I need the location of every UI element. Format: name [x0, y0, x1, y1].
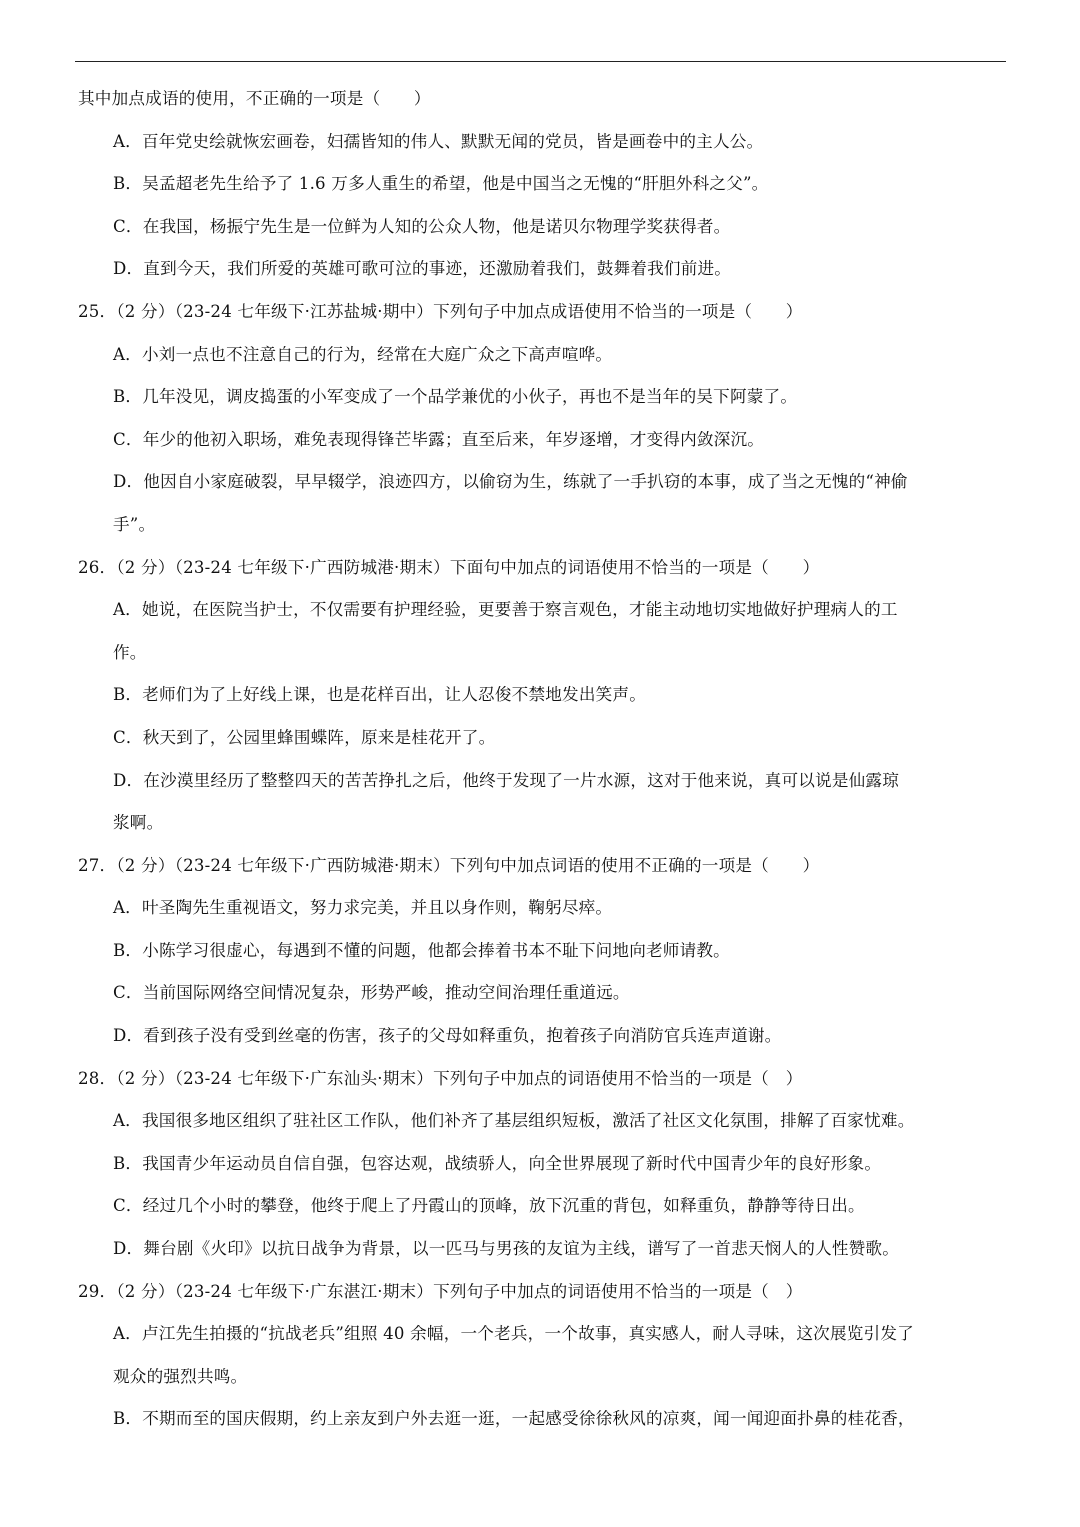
option-d: D．他因自小家庭破裂，早早辍学，浪迹四方，以偷窃为生，练就了一手扒窃的本事，成了当之无愧的“神偷	[113, 472, 908, 492]
question-28: 28．（2 分）（23-24 七年级下·广东汕头·期末）下列句子中加点的词语使用不恰当的一项是（ ）	[78, 1068, 803, 1088]
exam-page-content	[78, 78, 1018, 1441]
question-26: 26．（2 分）（23-24 七年级下·广西防城港·期末）下面句中加点的词语使用不恰当的一项是（ ）	[78, 557, 820, 577]
option-b: B．不期而至的国庆假期，约上亲友到户外去逛一逛，一起感受徐徐秋风的凉爽，闻一闻迎面扑鼻的桂花香，	[113, 1409, 915, 1429]
option-a: A．小刘一点也不注意自己的行为，经常在大庭广众之下高声喧哗。	[113, 344, 613, 364]
option-a: A．她说，在医院当护士，不仅需要有护理经验，更要善于察言观色，才能主动地切实地做好护理病人的工	[113, 600, 898, 620]
question-25: 25．（2 分）（23-24 七年级下·江苏盐城·期中）下列句子中加点成语使用不恰当的一项是（ ）	[78, 301, 803, 321]
option-b: B．吴孟超老先生给予了 1.6 万多人重生的希望，他是中国当之无愧的“肝胆外科之父”。	[113, 174, 769, 194]
header-rule	[75, 61, 1006, 62]
question-29: 29．（2 分）（23-24 七年级下·广东湛江·期末）下列句子中加点的词语使用不恰当的一项是（ ）	[78, 1281, 803, 1301]
option-b: B．老师们为了上好线上课，也是花样百出，让人忍俊不禁地发出笑声。	[113, 685, 646, 705]
option-b: B．小陈学习很虚心，每遇到不懂的问题，他都会捧着书本不耻下问地向老师请教。	[113, 940, 730, 960]
option-continuation: 观众的强烈共鸣。	[113, 1366, 248, 1386]
option-continuation: 作。	[113, 642, 147, 662]
option-a: A．百年党史绘就恢宏画卷，妇孺皆知的伟人、默默无闻的党员，皆是画卷中的主人公。	[113, 131, 764, 151]
option-a: A．卢江先生拍摄的“抗战老兵”组照 40 余幅，一个老兵，一个故事，真实感人，耐人寻味，这次展览引发了	[113, 1324, 914, 1344]
option-c: C．经过几个小时的攀登，他终于爬上了丹霞山的顶峰，放下沉重的背包，如释重负，静静等待日出。	[113, 1196, 865, 1216]
option-d: D．在沙漠里经历了整整四天的苦苦挣扎之后，他终于发现了一片水源，这对于他来说，真可以说是仙露琼	[113, 770, 900, 790]
option-a: A．叶圣陶先生重视语文，努力求完美，并且以身作则，鞠躬尽瘁。	[113, 898, 613, 918]
option-c: C．秋天到了，公园里蜂围蝶阵，原来是桂花开了。	[113, 727, 496, 747]
question-27: 27．（2 分）（23-24 七年级下·广西防城港·期末）下列句中加点词语的使用不正确的一项是（ ）	[78, 855, 820, 875]
option-b: B．我国青少年运动员自信自强，包容达观，战绩骄人，向全世界展现了新时代中国青少年的良好形象。	[113, 1153, 882, 1173]
option-c: C．当前国际网络空间情况复杂，形势严峻，推动空间治理任重道远。	[113, 983, 630, 1003]
option-d: D．舞台剧《火印》以抗日战争为背景，以一匹马与男孩的友谊为主线，谱写了一首悲天悯人的人性赞歌。	[113, 1239, 900, 1259]
option-c: C．年少的他初入职场，难免表现得锋芒毕露；直至后来，年岁逐增，才变得内敛深沉。	[113, 429, 765, 449]
option-continuation: 手”。	[113, 514, 156, 534]
option-d: D．看到孩子没有受到丝毫的伤害，孩子的父母如释重负，抱着孩子向消防官兵连声道谢。	[113, 1026, 782, 1046]
option-continuation: 浆啊。	[113, 813, 164, 833]
question-stem-continuation: 其中加点成语的使用，不正确的一项是（ ）	[78, 89, 431, 108]
option-a: A．我国很多地区组织了驻社区工作队，他们补齐了基层组织短板，激活了社区文化氛围，排解了百家忧难。	[113, 1111, 915, 1131]
option-b: B．几年没见，调皮捣蛋的小军变成了一个品学兼优的小伙子，再也不是当年的吴下阿蒙了。	[113, 387, 798, 407]
option-c: C．在我国，杨振宁先生是一位鲜为人知的公众人物，他是诺贝尔物理学奖获得者。	[113, 216, 731, 236]
option-d: D．直到今天，我们所爱的英雄可歌可泣的事迹，还激励着我们，鼓舞着我们前进。	[113, 259, 732, 279]
